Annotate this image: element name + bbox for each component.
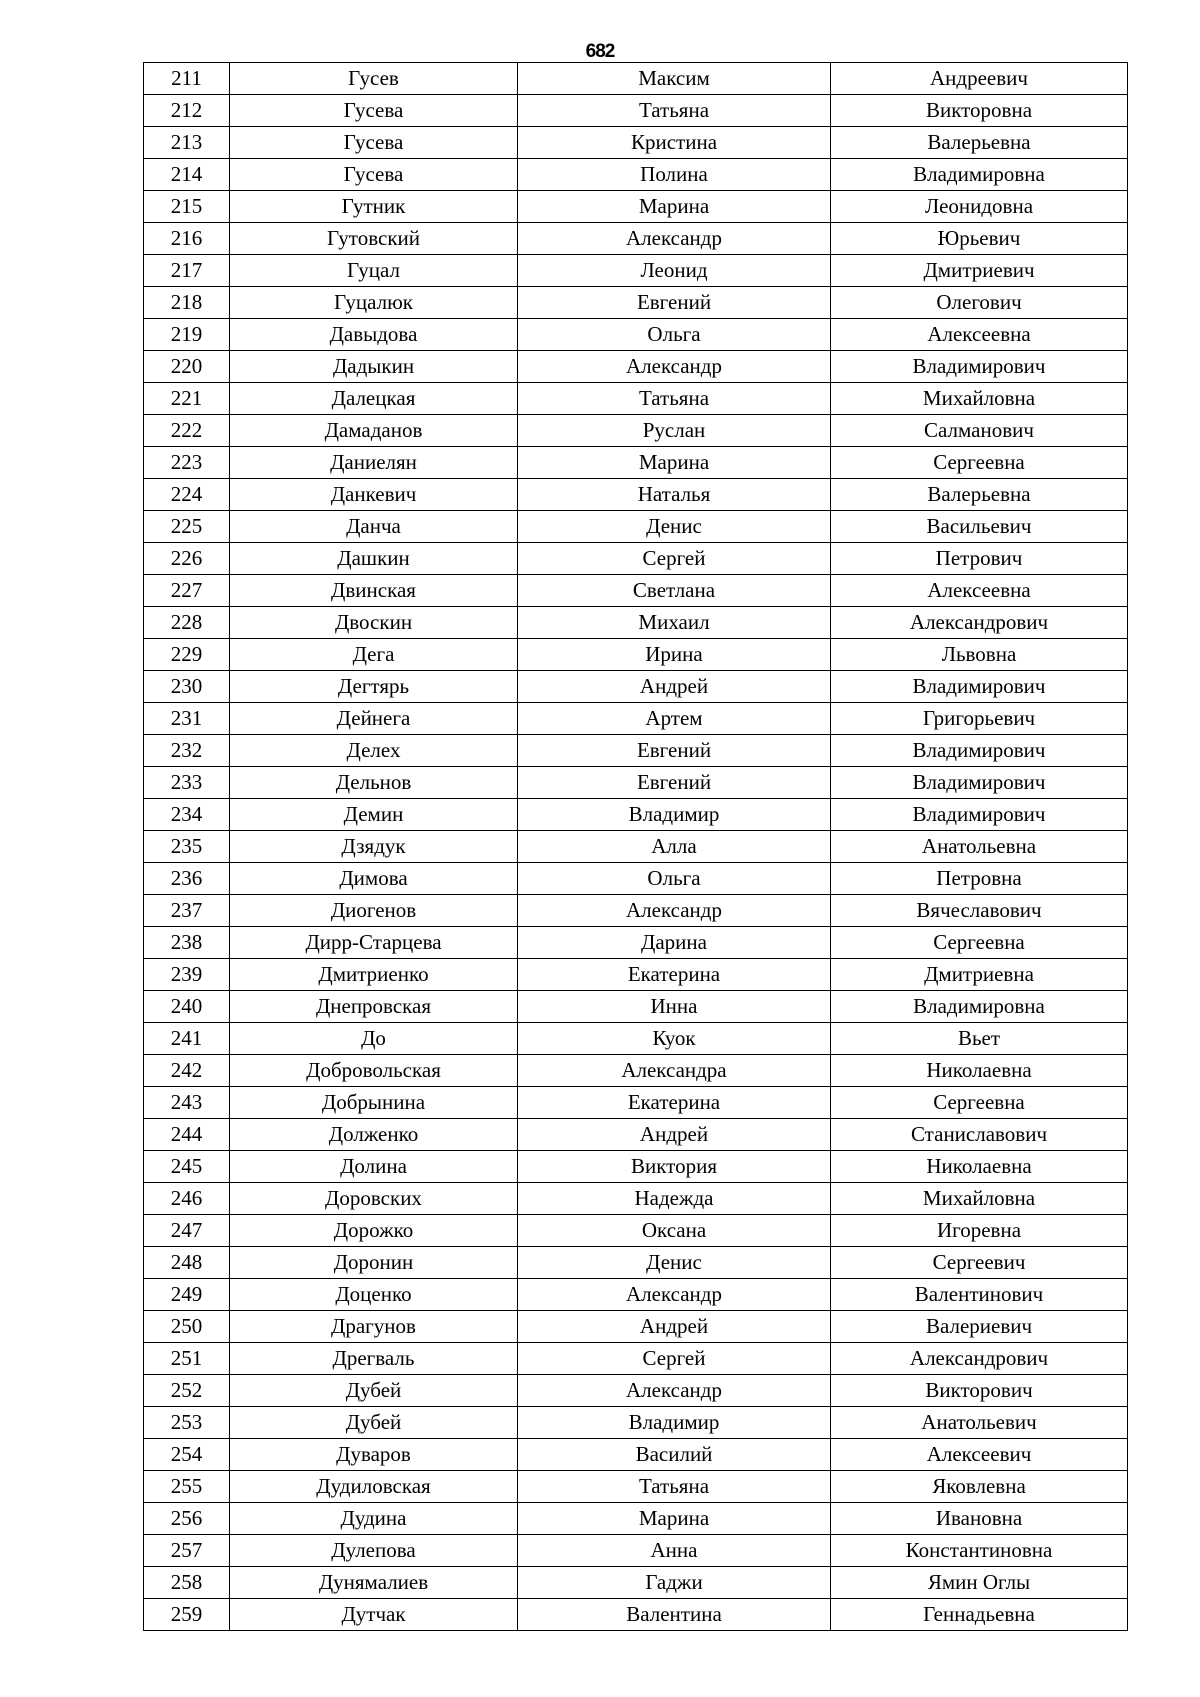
- row-number-cell: 244: [144, 1119, 230, 1151]
- first-name-cell: Татьяна: [518, 1471, 831, 1503]
- row-number-cell: 224: [144, 479, 230, 511]
- table-row: [144, 1471, 1128, 1503]
- last-name-cell: Дубей: [230, 1375, 518, 1407]
- table-row: [144, 1247, 1128, 1279]
- row-number-cell: 219: [144, 319, 230, 351]
- first-name-cell: Татьяна: [518, 383, 831, 415]
- row-number-cell: 233: [144, 767, 230, 799]
- last-name-cell: Далецкая: [230, 383, 518, 415]
- table-row: [144, 1311, 1128, 1343]
- last-name-cell: Дорожко: [230, 1215, 518, 1247]
- page-number: 682: [585, 41, 615, 62]
- first-name-cell: Алла: [518, 831, 831, 863]
- table-row: [144, 991, 1128, 1023]
- first-name-cell: Михаил: [518, 607, 831, 639]
- last-name-cell: Долженко: [230, 1119, 518, 1151]
- first-name-cell: Полина: [518, 159, 831, 191]
- patronymic-cell: Валериевич: [831, 1311, 1128, 1343]
- first-name-cell: Андрей: [518, 671, 831, 703]
- table-row: [144, 735, 1128, 767]
- row-number-cell: 223: [144, 447, 230, 479]
- table-row: [144, 1503, 1128, 1535]
- last-name-cell: Дубей: [230, 1407, 518, 1439]
- first-name-cell: Куок: [518, 1023, 831, 1055]
- table-row: [144, 255, 1128, 287]
- table-row: [144, 703, 1128, 735]
- table-row: [144, 831, 1128, 863]
- row-number-cell: 247: [144, 1215, 230, 1247]
- first-name-cell: Екатерина: [518, 959, 831, 991]
- row-number-cell: 252: [144, 1375, 230, 1407]
- table-row: [144, 1151, 1128, 1183]
- first-name-cell: Евгений: [518, 735, 831, 767]
- first-name-cell: Ольга: [518, 319, 831, 351]
- patronymic-cell: Владимирович: [831, 735, 1128, 767]
- last-name-cell: Диогенов: [230, 895, 518, 927]
- patronymic-cell: Анатольевна: [831, 831, 1128, 863]
- table-row: [144, 1055, 1128, 1087]
- table-row: [144, 1087, 1128, 1119]
- patronymic-cell: Алексеевич: [831, 1439, 1128, 1471]
- table-row: [144, 415, 1128, 447]
- first-name-cell: Александр: [518, 895, 831, 927]
- first-name-cell: Евгений: [518, 287, 831, 319]
- first-name-cell: Надежда: [518, 1183, 831, 1215]
- patronymic-cell: Сергеевич: [831, 1247, 1128, 1279]
- table-row: [144, 319, 1128, 351]
- first-name-cell: Валентина: [518, 1599, 831, 1631]
- table-row: [144, 1535, 1128, 1567]
- first-name-cell: Ирина: [518, 639, 831, 671]
- patronymic-cell: Ямин Оглы: [831, 1567, 1128, 1599]
- first-name-cell: Сергей: [518, 543, 831, 575]
- table-row: [144, 63, 1128, 95]
- table-row: [144, 1023, 1128, 1055]
- row-number-cell: 222: [144, 415, 230, 447]
- first-name-cell: Екатерина: [518, 1087, 831, 1119]
- patronymic-cell: Алексеевна: [831, 319, 1128, 351]
- first-name-cell: Владимир: [518, 799, 831, 831]
- roster-table: [143, 62, 1128, 1631]
- patronymic-cell: Николаевна: [831, 1055, 1128, 1087]
- patronymic-cell: Анатольевич: [831, 1407, 1128, 1439]
- last-name-cell: Делех: [230, 735, 518, 767]
- first-name-cell: Андрей: [518, 1311, 831, 1343]
- table-row: [144, 607, 1128, 639]
- row-number-cell: 230: [144, 671, 230, 703]
- row-number-cell: 214: [144, 159, 230, 191]
- table-row: [144, 1599, 1128, 1631]
- first-name-cell: Александр: [518, 1279, 831, 1311]
- row-number-cell: 249: [144, 1279, 230, 1311]
- table-row: [144, 1119, 1128, 1151]
- row-number-cell: 211: [144, 63, 230, 95]
- patronymic-cell: Владимирович: [831, 767, 1128, 799]
- last-name-cell: Дельнов: [230, 767, 518, 799]
- first-name-cell: Сергей: [518, 1343, 831, 1375]
- row-number-cell: 221: [144, 383, 230, 415]
- last-name-cell: Гуцал: [230, 255, 518, 287]
- patronymic-cell: Сергеевна: [831, 927, 1128, 959]
- table-row: [144, 639, 1128, 671]
- patronymic-cell: Львовна: [831, 639, 1128, 671]
- first-name-cell: Светлана: [518, 575, 831, 607]
- first-name-cell: Наталья: [518, 479, 831, 511]
- last-name-cell: Доценко: [230, 1279, 518, 1311]
- first-name-cell: Леонид: [518, 255, 831, 287]
- patronymic-cell: Станиславович: [831, 1119, 1128, 1151]
- table-row: [144, 863, 1128, 895]
- last-name-cell: Дегтярь: [230, 671, 518, 703]
- row-number-cell: 234: [144, 799, 230, 831]
- row-number-cell: 258: [144, 1567, 230, 1599]
- table-row: [144, 223, 1128, 255]
- row-number-cell: 254: [144, 1439, 230, 1471]
- patronymic-cell: Владимирович: [831, 351, 1128, 383]
- row-number-cell: 245: [144, 1151, 230, 1183]
- patronymic-cell: Григорьевич: [831, 703, 1128, 735]
- last-name-cell: Долина: [230, 1151, 518, 1183]
- row-number-cell: 225: [144, 511, 230, 543]
- row-number-cell: 257: [144, 1535, 230, 1567]
- row-number-cell: 239: [144, 959, 230, 991]
- table-row: [144, 383, 1128, 415]
- patronymic-cell: Сергеевна: [831, 1087, 1128, 1119]
- last-name-cell: Гусев: [230, 63, 518, 95]
- first-name-cell: Ольга: [518, 863, 831, 895]
- last-name-cell: Гутник: [230, 191, 518, 223]
- row-number-cell: 241: [144, 1023, 230, 1055]
- patronymic-cell: Константиновна: [831, 1535, 1128, 1567]
- last-name-cell: Гуцалюк: [230, 287, 518, 319]
- row-number-cell: 215: [144, 191, 230, 223]
- patronymic-cell: Васильевич: [831, 511, 1128, 543]
- first-name-cell: Евгений: [518, 767, 831, 799]
- row-number-cell: 227: [144, 575, 230, 607]
- patronymic-cell: Викторович: [831, 1375, 1128, 1407]
- table-row: [144, 1375, 1128, 1407]
- last-name-cell: Дейнега: [230, 703, 518, 735]
- first-name-cell: Гаджи: [518, 1567, 831, 1599]
- patronymic-cell: Вьет: [831, 1023, 1128, 1055]
- first-name-cell: Максим: [518, 63, 831, 95]
- patronymic-cell: Владимировна: [831, 159, 1128, 191]
- last-name-cell: Дудиловская: [230, 1471, 518, 1503]
- row-number-cell: 235: [144, 831, 230, 863]
- first-name-cell: Оксана: [518, 1215, 831, 1247]
- first-name-cell: Марина: [518, 447, 831, 479]
- first-name-cell: Владимир: [518, 1407, 831, 1439]
- row-number-cell: 238: [144, 927, 230, 959]
- row-number-cell: 231: [144, 703, 230, 735]
- last-name-cell: Дуваров: [230, 1439, 518, 1471]
- row-number-cell: 217: [144, 255, 230, 287]
- table-row: [144, 1439, 1128, 1471]
- table-row: [144, 159, 1128, 191]
- patronymic-cell: Михайловна: [831, 383, 1128, 415]
- last-name-cell: Днепровская: [230, 991, 518, 1023]
- last-name-cell: Дега: [230, 639, 518, 671]
- table-row: [144, 1407, 1128, 1439]
- row-number-cell: 253: [144, 1407, 230, 1439]
- row-number-cell: 259: [144, 1599, 230, 1631]
- row-number-cell: 216: [144, 223, 230, 255]
- last-name-cell: Драгунов: [230, 1311, 518, 1343]
- patronymic-cell: Олегович: [831, 287, 1128, 319]
- patronymic-cell: Петровна: [831, 863, 1128, 895]
- row-number-cell: 232: [144, 735, 230, 767]
- last-name-cell: Доровских: [230, 1183, 518, 1215]
- last-name-cell: Добровольская: [230, 1055, 518, 1087]
- table-row: [144, 927, 1128, 959]
- patronymic-cell: Валерьевна: [831, 479, 1128, 511]
- patronymic-cell: Андреевич: [831, 63, 1128, 95]
- table-row: [144, 95, 1128, 127]
- first-name-cell: Кристина: [518, 127, 831, 159]
- row-number-cell: 236: [144, 863, 230, 895]
- last-name-cell: Гусева: [230, 127, 518, 159]
- patronymic-cell: Юрьевич: [831, 223, 1128, 255]
- last-name-cell: Гусева: [230, 159, 518, 191]
- row-number-cell: 237: [144, 895, 230, 927]
- patronymic-cell: Владимирович: [831, 671, 1128, 703]
- last-name-cell: Димова: [230, 863, 518, 895]
- last-name-cell: Доронин: [230, 1247, 518, 1279]
- table-row: [144, 1183, 1128, 1215]
- patronymic-cell: Валентинович: [831, 1279, 1128, 1311]
- last-name-cell: Данкевич: [230, 479, 518, 511]
- first-name-cell: Виктория: [518, 1151, 831, 1183]
- patronymic-cell: Вячеславович: [831, 895, 1128, 927]
- first-name-cell: Александр: [518, 351, 831, 383]
- patronymic-cell: Петрович: [831, 543, 1128, 575]
- table-row: [144, 895, 1128, 927]
- patronymic-cell: Валерьевна: [831, 127, 1128, 159]
- patronymic-cell: Владимирович: [831, 799, 1128, 831]
- row-number-cell: 220: [144, 351, 230, 383]
- row-number-cell: 229: [144, 639, 230, 671]
- patronymic-cell: Салманович: [831, 415, 1128, 447]
- first-name-cell: Татьяна: [518, 95, 831, 127]
- last-name-cell: Дрегваль: [230, 1343, 518, 1375]
- row-number-cell: 240: [144, 991, 230, 1023]
- table-row: [144, 575, 1128, 607]
- patronymic-cell: Игоревна: [831, 1215, 1128, 1247]
- first-name-cell: Александр: [518, 223, 831, 255]
- row-number-cell: 250: [144, 1311, 230, 1343]
- first-name-cell: Александра: [518, 1055, 831, 1087]
- patronymic-cell: Викторовна: [831, 95, 1128, 127]
- patronymic-cell: Дмитриевна: [831, 959, 1128, 991]
- patronymic-cell: Дмитриевич: [831, 255, 1128, 287]
- row-number-cell: 242: [144, 1055, 230, 1087]
- first-name-cell: Денис: [518, 1247, 831, 1279]
- row-number-cell: 248: [144, 1247, 230, 1279]
- first-name-cell: Денис: [518, 511, 831, 543]
- table-row: [144, 287, 1128, 319]
- patronymic-cell: Михайловна: [831, 1183, 1128, 1215]
- row-number-cell: 256: [144, 1503, 230, 1535]
- last-name-cell: Двоскин: [230, 607, 518, 639]
- last-name-cell: Дунямалиев: [230, 1567, 518, 1599]
- first-name-cell: Василий: [518, 1439, 831, 1471]
- row-number-cell: 213: [144, 127, 230, 159]
- first-name-cell: Инна: [518, 991, 831, 1023]
- patronymic-cell: Николаевна: [831, 1151, 1128, 1183]
- first-name-cell: Анна: [518, 1535, 831, 1567]
- patronymic-cell: Сергеевна: [831, 447, 1128, 479]
- last-name-cell: Дзядук: [230, 831, 518, 863]
- last-name-cell: До: [230, 1023, 518, 1055]
- last-name-cell: Дамаданов: [230, 415, 518, 447]
- patronymic-cell: Владимировна: [831, 991, 1128, 1023]
- last-name-cell: Дашкин: [230, 543, 518, 575]
- row-number-cell: 255: [144, 1471, 230, 1503]
- last-name-cell: Дмитриенко: [230, 959, 518, 991]
- table-row: [144, 1215, 1128, 1247]
- patronymic-cell: Ивановна: [831, 1503, 1128, 1535]
- last-name-cell: Дулепова: [230, 1535, 518, 1567]
- patronymic-cell: Леонидовна: [831, 191, 1128, 223]
- row-number-cell: 218: [144, 287, 230, 319]
- row-number-cell: 243: [144, 1087, 230, 1119]
- first-name-cell: Марина: [518, 1503, 831, 1535]
- last-name-cell: Дудина: [230, 1503, 518, 1535]
- table-row: [144, 1567, 1128, 1599]
- table-row: [144, 1343, 1128, 1375]
- last-name-cell: Дутчак: [230, 1599, 518, 1631]
- row-number-cell: 246: [144, 1183, 230, 1215]
- table-row: [144, 1279, 1128, 1311]
- patronymic-cell: Александрович: [831, 607, 1128, 639]
- row-number-cell: 212: [144, 95, 230, 127]
- table-row: [144, 127, 1128, 159]
- table-row: [144, 799, 1128, 831]
- table-row: [144, 543, 1128, 575]
- last-name-cell: Гусева: [230, 95, 518, 127]
- table-row: [144, 767, 1128, 799]
- table-row: [144, 191, 1128, 223]
- row-number-cell: 228: [144, 607, 230, 639]
- first-name-cell: Артем: [518, 703, 831, 735]
- last-name-cell: Двинская: [230, 575, 518, 607]
- row-number-cell: 251: [144, 1343, 230, 1375]
- table-row: [144, 479, 1128, 511]
- last-name-cell: Гутовский: [230, 223, 518, 255]
- last-name-cell: Добрынина: [230, 1087, 518, 1119]
- last-name-cell: Демин: [230, 799, 518, 831]
- table-row: [144, 351, 1128, 383]
- last-name-cell: Данча: [230, 511, 518, 543]
- first-name-cell: Руслан: [518, 415, 831, 447]
- first-name-cell: Александр: [518, 1375, 831, 1407]
- row-number-cell: 226: [144, 543, 230, 575]
- first-name-cell: Марина: [518, 191, 831, 223]
- table-row: [144, 959, 1128, 991]
- table-row: [144, 511, 1128, 543]
- last-name-cell: Даниелян: [230, 447, 518, 479]
- patronymic-cell: Яковлевна: [831, 1471, 1128, 1503]
- first-name-cell: Андрей: [518, 1119, 831, 1151]
- table-row: [144, 671, 1128, 703]
- last-name-cell: Давыдова: [230, 319, 518, 351]
- patronymic-cell: Геннадьевна: [831, 1599, 1128, 1631]
- patronymic-cell: Алексеевна: [831, 575, 1128, 607]
- roster-table-body: [144, 63, 1128, 1631]
- patronymic-cell: Александрович: [831, 1343, 1128, 1375]
- table-row: [144, 447, 1128, 479]
- last-name-cell: Дирр-Старцева: [230, 927, 518, 959]
- last-name-cell: Дадыкин: [230, 351, 518, 383]
- first-name-cell: Дарина: [518, 927, 831, 959]
